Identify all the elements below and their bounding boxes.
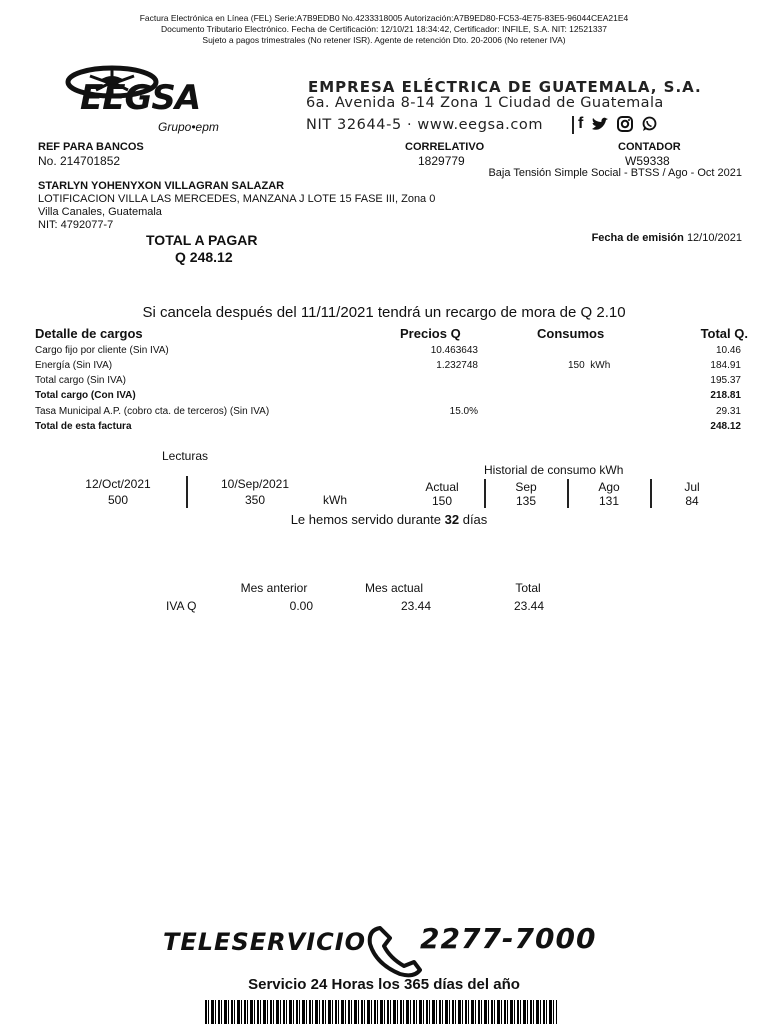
history-value-actual: 150 [431, 494, 453, 508]
history-label-actual: Actual [425, 480, 459, 494]
ref-bancos-label: REF PARA BANCOS [38, 141, 144, 153]
customer-address-2: Villa Canales, Guatemala [38, 206, 162, 218]
charge-row-label: Total de esta factura [35, 421, 132, 432]
reading-unit: kWh [323, 493, 347, 507]
service-24h: Servicio 24 Horas los 365 días del año [248, 976, 520, 993]
emission-date [592, 232, 742, 244]
readings-divider [186, 476, 188, 508]
barcode [205, 1000, 557, 1024]
iva-total: 23.44 [513, 599, 544, 613]
charge-row-label: Cargo fijo por cliente (Sin IVA) [35, 345, 169, 356]
fel-header-line-1: Factura Electrónica en Línea (FEL) Serie:A7B9EDB0 No.4233318005 Autorización:A7B9ED80-FC53-4E75-83E5-96044CEA21E4 [139, 13, 629, 23]
eegsa-logo [60, 62, 240, 140]
divider [572, 116, 574, 134]
ref-bancos-value: No. 214701852 [38, 154, 121, 168]
charge-row-label: Total cargo (Con IVA) [35, 390, 136, 401]
total-amount: Q 248.12 [175, 249, 233, 265]
iva-header-previous: Mes anterior [240, 581, 308, 595]
charge-row-consumption-unit: kWh [590, 360, 611, 371]
company-address: 6a. Avenida 8-14 Zona 1 Ciudad de Guatemala [306, 95, 664, 111]
iva-label: IVA Q [166, 599, 197, 613]
reading-current-value: 500 [107, 493, 129, 507]
history-value-jul: 84 [685, 494, 699, 508]
charge-row-total: 248.12 [710, 421, 741, 432]
charge-row-total: 29.31 [715, 406, 741, 417]
history-value-sep: 135 [515, 494, 537, 508]
history-value-ago: 131 [598, 494, 620, 508]
charge-row-total: 10.46 [715, 345, 741, 356]
days-served-suffix: días [462, 512, 488, 527]
history-label-jul: Jul [684, 480, 700, 494]
iva-previous: 0.00 [289, 599, 313, 613]
correlativo-label: CORRELATIVO [405, 141, 485, 153]
charges-header-detail: Detalle de cargos [35, 326, 143, 341]
iva-header-total: Total [515, 581, 541, 595]
days-served-count: 32 [444, 512, 460, 527]
charge-row-price: 10.463643 [430, 345, 478, 356]
charge-row-label: Total cargo (Sin IVA) [35, 375, 126, 386]
teleservicio-phone: 2277-7000 [420, 922, 597, 955]
total-label: TOTAL A PAGAR [146, 232, 258, 248]
charge-row-price: 1.232748 [436, 360, 478, 371]
reading-previous-value: 350 [244, 493, 266, 507]
late-fee-notice: Si cancela después del 11/11/2021 tendrá un recargo de mora de Q 2.10 [142, 304, 626, 321]
instagram-icon[interactable] [617, 116, 633, 132]
contador-value: W59338 [625, 154, 670, 168]
customer-nit: NIT: 4792077-7 [38, 219, 114, 231]
charge-row-total: 195.37 [710, 375, 741, 386]
charges-header-price: Precios Q [400, 326, 461, 341]
teleservicio-label: TELESERVICIO [163, 928, 367, 956]
history-label-ago: Ago [598, 480, 620, 494]
company-name: EMPRESA ELÉCTRICA DE GUATEMALA, S.A. [308, 78, 702, 96]
reading-current-date: 12/Oct/2021 [85, 477, 151, 491]
whatsapp-icon[interactable] [641, 116, 657, 132]
company-nit-web: NIT 32644-5 · www.eegsa.com [306, 117, 544, 133]
charge-row-label: Energía (Sin IVA) [35, 360, 113, 371]
charge-row-total: 218.81 [710, 390, 741, 401]
days-served-prefix: Le hemos servido durante [290, 512, 441, 527]
charge-row-consumption [568, 360, 610, 371]
charges-header-total: Total Q. [700, 326, 748, 341]
reading-previous-date: 10/Sep/2021 [220, 477, 290, 491]
grupo-epm-label: Grupo•epm [158, 120, 219, 134]
emission-label: Fecha de emisión [591, 232, 684, 244]
charges-header-consumption: Consumos [537, 326, 605, 341]
customer-address-1: LOTIFICACION VILLA LAS MERCEDES, MANZANA J LOTE 15 FASE III, Zona 0 [38, 193, 436, 205]
charge-row-total: 184.91 [710, 360, 741, 371]
social-icons [578, 115, 657, 133]
customer-name: STARLYN YOHENYXON VILLAGRAN SALAZAR [38, 180, 285, 192]
fel-header-line-3: Sujeto a pagos trimestrales (No retener ISR). Agente de retención Dto. 20-2006 (No retener IVA) [202, 35, 566, 45]
tariff-period: Baja Tensión Simple Social - BTSS / Ago - Oct 2021 [488, 167, 742, 179]
contador-label: CONTADOR [618, 141, 681, 153]
charge-row-label: Tasa Municipal A.P. (cobro cta. de terceros) (Sin IVA) [35, 406, 270, 417]
twitter-icon[interactable] [591, 117, 609, 132]
fel-header-line-2: Documento Tributario Electrónico. Fecha de Certificación: 12/10/21 18:34:42, Certificador: INFILE, S.A. NIT: 12521337 [160, 24, 607, 34]
correlativo-value: 1829779 [418, 154, 465, 168]
charge-row-price: 15.0% [449, 406, 478, 417]
emission-value: 12/10/2021 [686, 232, 742, 244]
charge-row-consumption-value: 150 [568, 360, 585, 371]
eegsa-logo-text: EEGSA [80, 78, 201, 118]
facebook-icon[interactable]: f [578, 115, 584, 132]
iva-current: 23.44 [400, 599, 431, 613]
history-label-sep: Sep [515, 480, 537, 494]
iva-header-current: Mes actual [364, 581, 424, 595]
history-title: Historial de consumo kWh [484, 463, 624, 477]
readings-label: Lecturas [162, 449, 209, 463]
days-served [0, 512, 768, 527]
